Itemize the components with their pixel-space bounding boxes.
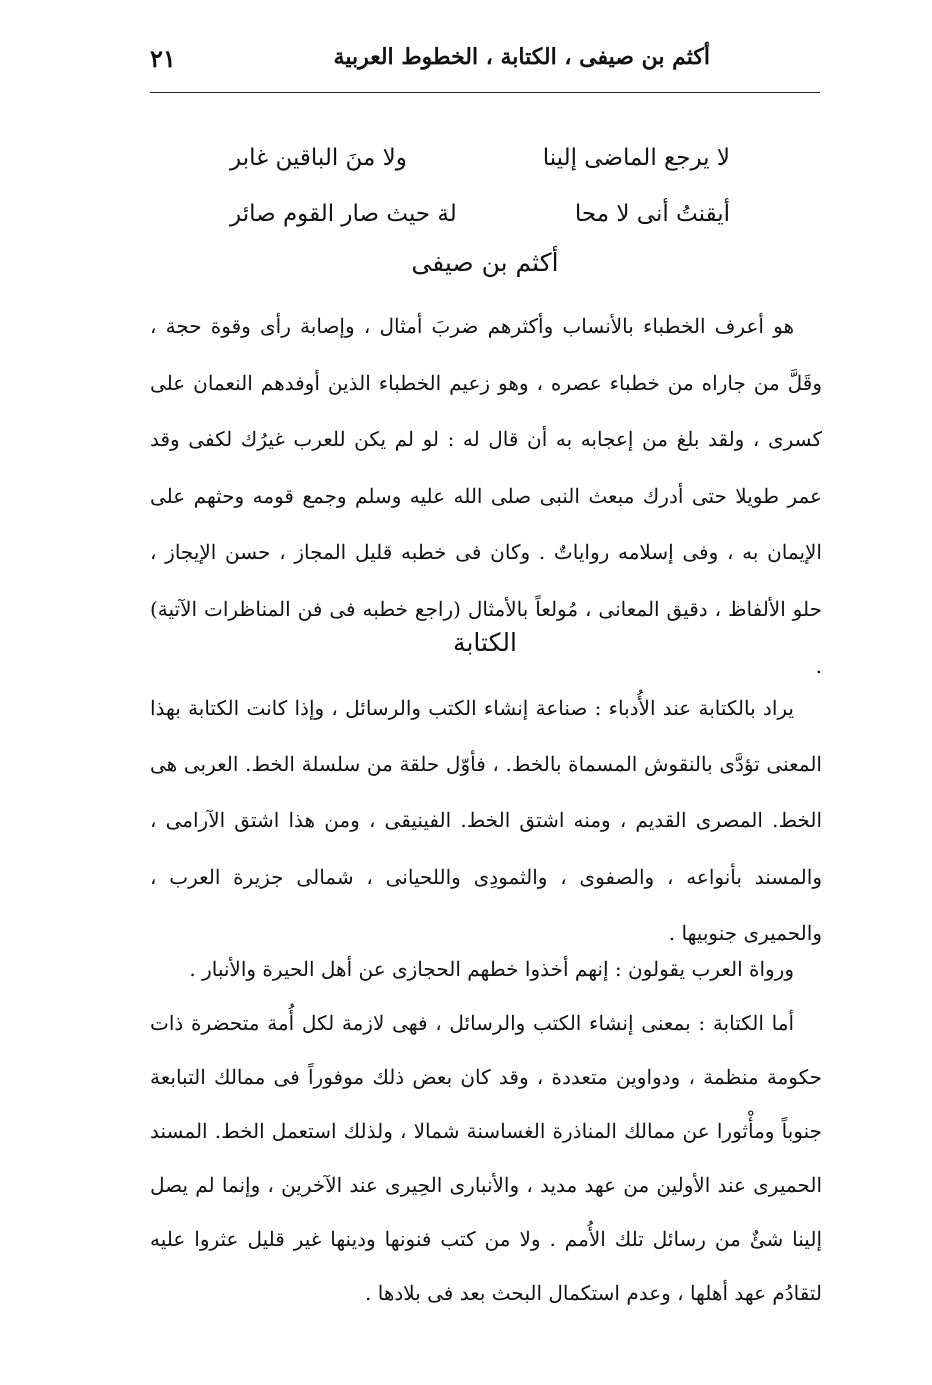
verse-1-second-hemistich: ولا منَ الباقين غابر xyxy=(230,145,407,171)
verse-2-first-hemistich: أيقنتُ أنى لا محا xyxy=(574,201,730,227)
verse-2-second-hemistich: لة حيث صار القوم صائر xyxy=(230,201,457,227)
verse-1-first-hemistich: لا يرجع الماضى إلينا xyxy=(542,145,730,171)
paragraph: هو أعرف الخطباء بالأنساب وأكثرهم ضربَ أمثال ، وإصابة رأى وقوة حجة ، وقَلَّ من جاراه من خطباء عصره ، وهو زعيم الخطباء الذين أوفدهم النعمان على كسرى ، ولقد بلغ من إعجابه به أن قال له : لو لم يكن للعرب غيرُك لكفى وقد عمر طويلا حتى أدرك مبعث النبى صلى الله عليه وسلم وجمع قومه وحثهم على الإيمان به ، وفى إسلامه رواياتٌ . وكان فى خطبه قليل المجاز ، حسن الإيجاز ، حلو الألفاظ ، دقيق المعانى ، مُولعاً بالأمثال (راجع خطبه فى فن المناظرات الآتية) . xyxy=(150,314,822,678)
page-header xyxy=(150,40,820,88)
verse-2 xyxy=(230,186,730,242)
paragraph: يراد بالكتابة عند الأُدباء : صناعة إنشاء الكتب والرسائل ، وإذا كانت الكتابة بهذا المعنى تؤدَّى بالنقوش المسماة بالخط. ، فأوّل حلقة من سلسلة الخط. العربى هى الخط. المصرى القديم ، ومنه اشتق الخط. الفينيقى ، ومن هذا اشتق الآرامى ، والمسند بأنواعه ، والصفوى ، والثمودِى واللحيانى ، شمالى جزيرة العرب ، والحميرى جنوبيها . xyxy=(150,696,822,945)
verse-1 xyxy=(230,130,730,186)
paragraph: أما الكتابة : بمعنى إنشاء الكتب والرسائل ، فهى لازمة لكل أُمة متحضرة ذات حكومة منظمة ، ودواوين متعددة ، وقد كان بعض ذلك موفوراً فى ممالك التبابعة جنوباً ومأْثورا عن ممالك المناذرة الغساسنة شمالا ، ولذلك استعمل الخط. المسند الحميرى عند الأولين من عهد مديد ، والأنبارى الحِيرى عند الآخرين ، وإنما لم يصل إلينا شئٌ من رسائل تلك الأُمم . ولا من كتب فنونها ودينها غير قليل عثروا عليه لتقادُم عهد أهلها ، وعدم استكمال البحث بعد فى بلادها . xyxy=(150,1011,822,1305)
running-title: أكثم بن صيفى ، الكتابة ، الخطوط العربية xyxy=(333,44,710,70)
page-number: ٢١ xyxy=(150,44,176,73)
section-body-kitaba xyxy=(150,680,822,961)
section-title-akhtam: أكثم بن صيفى xyxy=(411,248,559,277)
header-rule xyxy=(150,92,820,93)
section-title-kitaba: الكتابة xyxy=(453,628,517,657)
section-body-kitaba-continued xyxy=(150,942,822,1320)
paragraph: ورواة العرب يقولون : إنهم أخذوا خطهم الحجازى عن أهل الحيرة والأنبار . xyxy=(189,957,794,981)
poem xyxy=(230,130,730,242)
